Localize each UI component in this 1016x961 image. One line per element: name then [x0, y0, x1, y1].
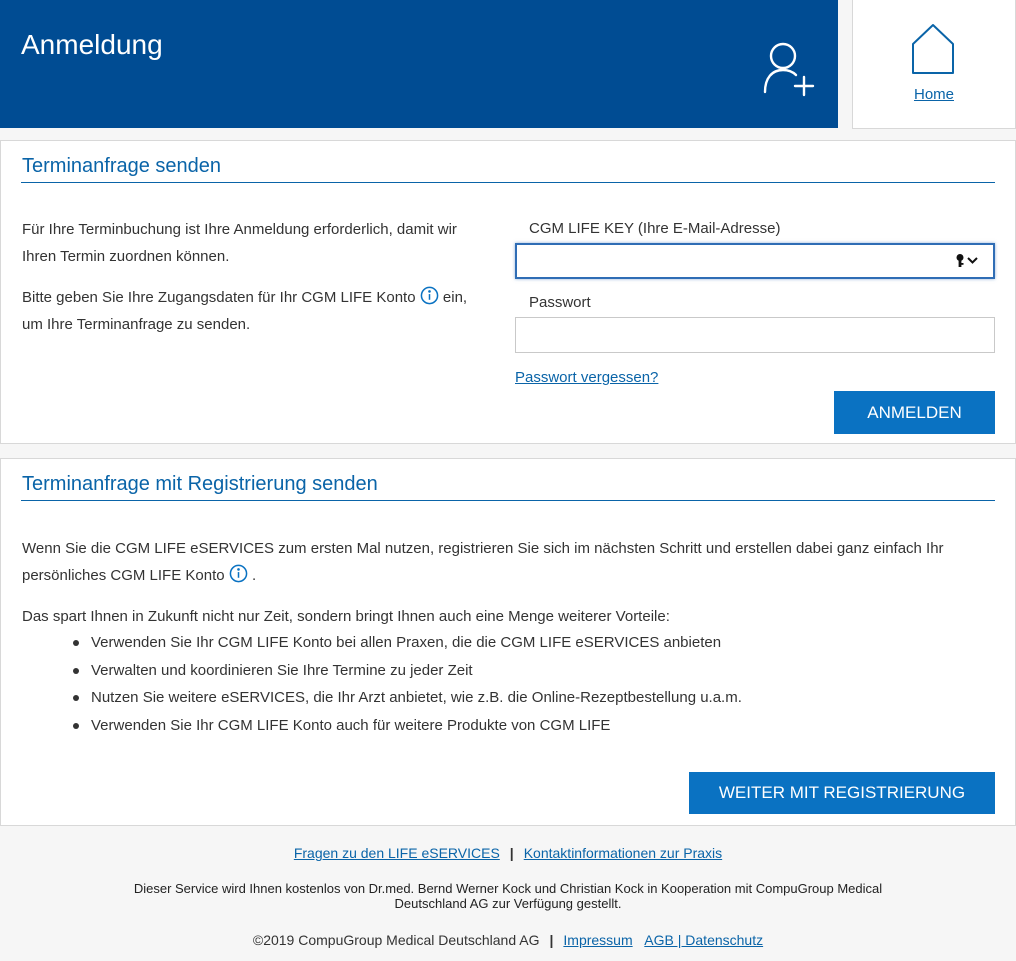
copyright-text: ©2019 CompuGroup Medical Deutschland AG: [252, 932, 540, 948]
benefits-list: [73, 629, 742, 739]
footer-copyright: [0, 932, 1016, 948]
info-icon[interactable]: [229, 564, 248, 583]
forgot-password-link[interactable]: Passwort vergessen?: [515, 369, 659, 386]
faq-link[interactable]: Fragen zu den LIFE eSERVICES: [293, 845, 500, 861]
login-prompt-text: Bitte geben Sie Ihre Zugangsdaten für Ihr CGM LIFE Konto: [22, 289, 416, 306]
login-prompt-end: ein,: [438, 289, 468, 306]
footer-note: [80, 881, 936, 911]
list-item: Verwenden Sie Ihr CGM LIFE Konto bei allen Praxen, die die CGM LIFE eSERVICES anbieten: [73, 629, 742, 657]
login-button[interactable]: ANMELDEN: [834, 391, 995, 434]
footer-links: [0, 845, 1016, 861]
footer-separator: |: [509, 845, 514, 861]
impressum-link[interactable]: Impressum: [563, 932, 633, 948]
header-banner: [0, 0, 838, 128]
register-panel: [0, 458, 1016, 826]
footer-note-line2: Deutschland AG zur Verfügung gestellt.: [394, 896, 622, 911]
footer-separator: |: [549, 932, 554, 948]
list-item: Nutzen Sie weitere eSERVICES, die Ihr Arzt anbietet, wie z.B. die Online-Rezeptbestellung u.a.m.: [73, 684, 742, 712]
agb-link[interactable]: AGB | Datenschutz: [644, 932, 764, 948]
login-panel-title: Terminanfrage senden: [22, 155, 222, 177]
register-intro-line2: persönliches CGM LIFE Konto: [22, 567, 225, 584]
page-title: Anmeldung: [21, 29, 163, 60]
key-dropdown-icon[interactable]: [955, 253, 979, 269]
footer-note-line1: Dieser Service wird Ihnen kostenlos von Dr.med. Bernd Werner Kock und Christian Kock in Kooperation mit CompuGroup Medical: [133, 881, 883, 896]
email-field[interactable]: [515, 243, 995, 279]
login-intro-line2: Ihren Termin zuordnen können.: [22, 248, 230, 265]
user-add-icon[interactable]: [758, 40, 818, 98]
login-prompt: [22, 284, 467, 338]
register-intro: [22, 535, 944, 589]
info-icon[interactable]: [420, 286, 439, 305]
login-prompt-line1: [22, 284, 467, 311]
login-intro: [22, 216, 457, 270]
register-intro-end: .: [251, 567, 257, 584]
login-intro-line1: Für Ihre Terminbuchung ist Ihre Anmeldung erforderlich, damit wir: [22, 221, 457, 238]
login-prompt-line2: um Ihre Terminanfrage zu senden.: [22, 316, 251, 333]
login-panel: [0, 140, 1016, 444]
home-link[interactable]: Home: [913, 86, 954, 103]
password-field[interactable]: [515, 317, 995, 353]
register-intro-line2-wrap: [22, 562, 944, 589]
home-nav[interactable]: [852, 0, 1016, 129]
list-item: Verwalten und koordinieren Sie Ihre Termine zu jeder Zeit: [73, 657, 742, 685]
list-item: Verwenden Sie Ihr CGM LIFE Konto auch für weitere Produkte von CGM LIFE: [73, 712, 742, 740]
register-panel-title: Terminanfrage mit Registrierung senden: [22, 473, 378, 495]
home-icon[interactable]: [910, 22, 956, 76]
panel-divider: [21, 500, 995, 501]
register-button[interactable]: WEITER MIT REGISTRIERUNG: [689, 772, 995, 814]
benefits-intro: Das spart Ihnen in Zukunft nicht nur Zeit, sondern bringt Ihnen auch eine Menge weiterer Vorteile:: [22, 608, 670, 625]
panel-divider: [21, 182, 995, 183]
contact-link[interactable]: Kontaktinformationen zur Praxis: [523, 845, 723, 861]
email-label: CGM LIFE KEY (Ihre E-Mail-Adresse): [529, 220, 781, 237]
register-intro-line1: Wenn Sie die CGM LIFE eSERVICES zum ersten Mal nutzen, registrieren Sie sich im nächsten Schritt und erstellen dabei ganz einfach Ihr: [22, 540, 944, 557]
password-label: Passwort: [529, 294, 591, 311]
